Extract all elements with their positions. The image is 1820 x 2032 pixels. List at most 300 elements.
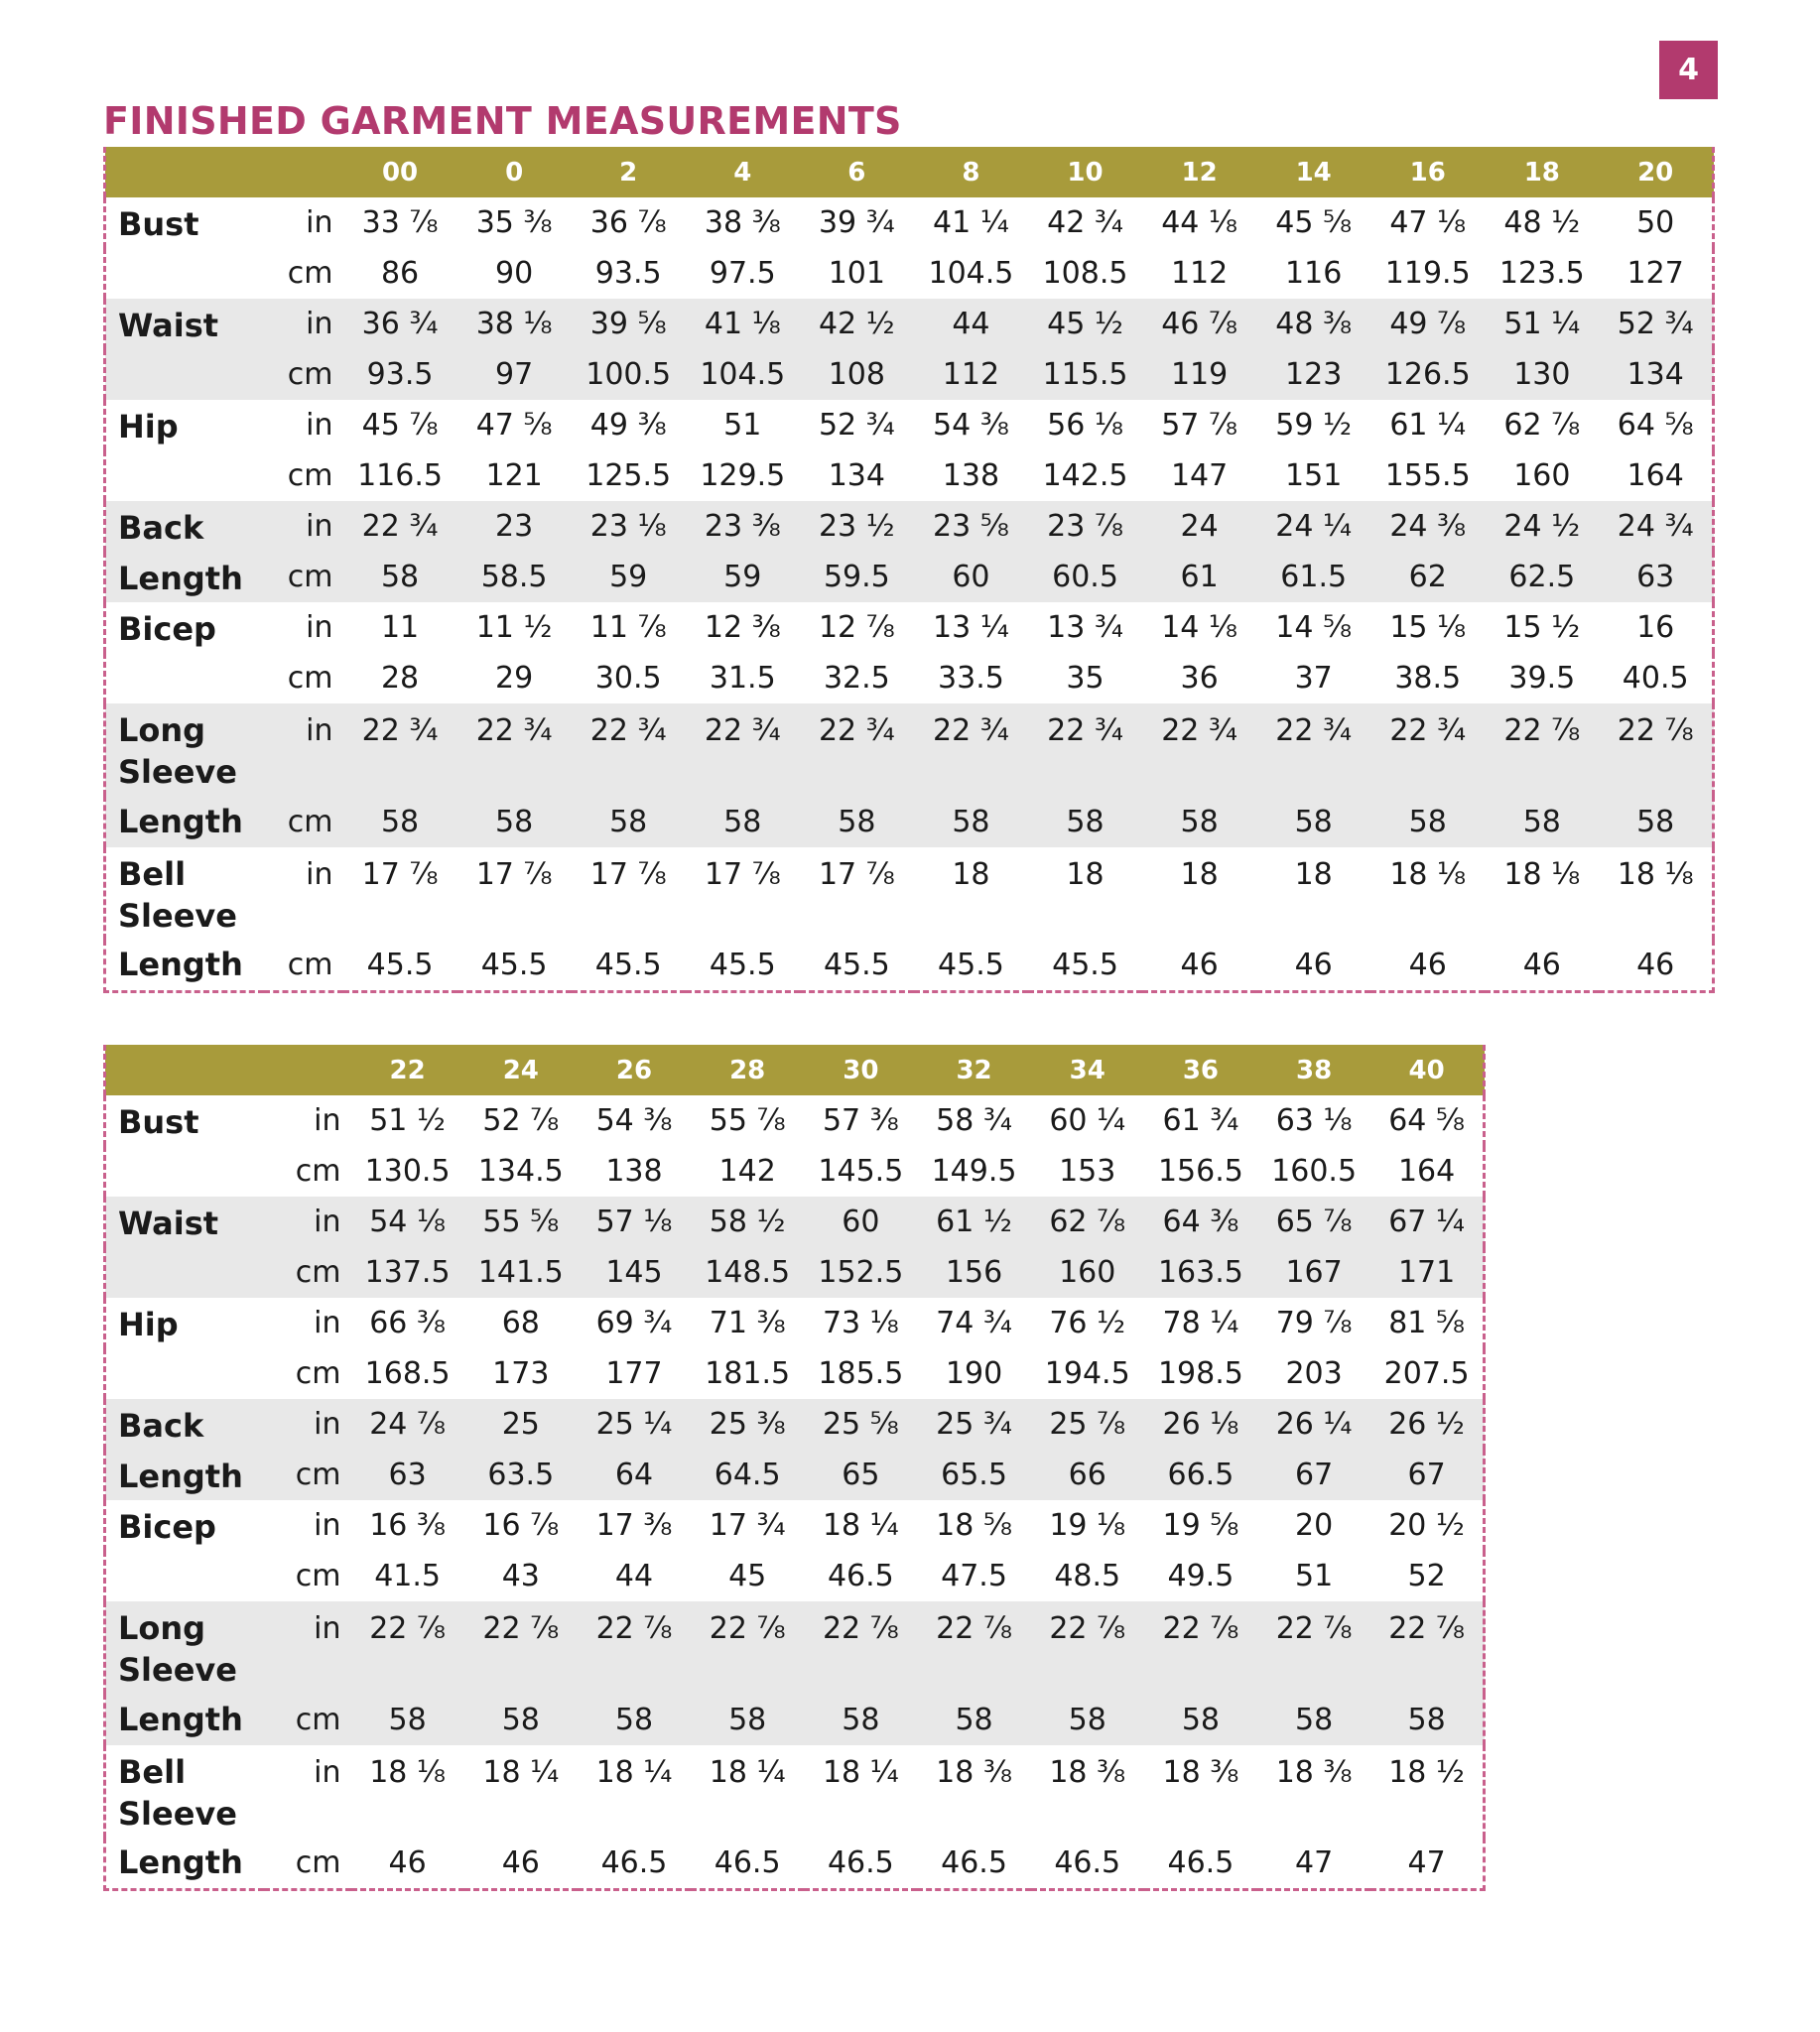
value-cell: 86 <box>380 256 420 291</box>
value-cell: 25 <box>501 1407 540 1442</box>
value-cell: 45.5 <box>366 947 434 982</box>
value-cell: 160 <box>1513 458 1571 493</box>
value-cell: 126.5 <box>1384 357 1471 392</box>
value-cell: 123.5 <box>1498 256 1585 291</box>
value-cell: 24 <box>1180 509 1219 544</box>
value-cell: 116 <box>1285 256 1343 291</box>
value-cell: 61.5 <box>1280 560 1348 594</box>
value-cell: 22 ¾ <box>1275 713 1353 748</box>
unit-cell: cm <box>295 1702 341 1737</box>
value-cell: 164 <box>1626 458 1684 493</box>
value-cell: 185.5 <box>818 1356 904 1391</box>
measurement-label <box>105 197 264 248</box>
value-cell: 130.5 <box>364 1154 451 1189</box>
value-cell: 49 ⅞ <box>1389 307 1467 341</box>
value-cell: 58 <box>614 1702 654 1737</box>
value-cell: 59 <box>609 560 648 594</box>
unit-cell: in <box>314 1306 341 1340</box>
measurement-row <box>105 1298 1485 1348</box>
value-cell: 58 <box>1408 804 1447 839</box>
measurement-label <box>105 1694 264 1745</box>
value-cell: 58 <box>495 804 534 839</box>
value-cell: 46.5 <box>1167 1844 1235 1880</box>
size-header-cell: 16 <box>1409 157 1446 188</box>
value-cell: 13 ¼ <box>933 610 1009 645</box>
value-cell: 39 ¾ <box>818 205 895 240</box>
value-cell: 67 ¼ <box>1388 1205 1465 1239</box>
value-cell: 198.5 <box>1157 1356 1243 1391</box>
value-cell: 41 ¼ <box>933 205 1009 240</box>
value-cell: 58 <box>842 1702 880 1737</box>
value-cell: 112 <box>1170 256 1229 291</box>
unit-cell: cm <box>287 256 333 291</box>
value-cell: 14 ⅛ <box>1161 610 1237 645</box>
measurement-label <box>105 1247 264 1298</box>
value-cell: 58 <box>1407 1702 1446 1737</box>
measurement-label-line: Bicep <box>118 1508 216 1546</box>
value-cell: 17 ⅞ <box>589 857 667 892</box>
size-header-cell: 0 <box>505 157 524 188</box>
value-cell: 153 <box>1059 1154 1116 1189</box>
unit-cell: cm <box>287 661 333 696</box>
value-cell: 116.5 <box>357 458 443 493</box>
measurement-row <box>105 703 1714 796</box>
measurement-row <box>105 552 1714 602</box>
value-cell: 25 ⅜ <box>709 1407 786 1442</box>
value-cell: 45 <box>728 1559 767 1593</box>
measurement-row <box>105 349 1714 400</box>
value-cell: 18 ⅜ <box>1049 1755 1126 1790</box>
value-cell: 58 <box>1522 804 1561 839</box>
value-cell: 14 ⅝ <box>1275 610 1353 645</box>
value-cell: 18 ¼ <box>482 1755 560 1790</box>
value-cell: 22 ⅞ <box>1388 1611 1465 1646</box>
value-cell: 62 <box>1408 560 1447 594</box>
size-header-cell: 30 <box>843 1055 879 1085</box>
value-cell: 18 ¼ <box>822 1508 899 1543</box>
value-cell: 22 ⅞ <box>936 1611 1012 1646</box>
value-cell: 22 ¾ <box>933 713 1009 748</box>
value-cell: 35 ⅜ <box>475 205 553 240</box>
value-cell: 24 ⅞ <box>369 1407 446 1442</box>
value-cell: 104.5 <box>700 357 786 392</box>
value-cell: 119 <box>1170 357 1229 392</box>
value-cell: 108 <box>828 357 885 392</box>
size-header-cell: 00 <box>381 157 419 188</box>
value-cell: 65 <box>842 1458 880 1492</box>
measurement-row <box>105 1146 1485 1197</box>
value-cell: 181.5 <box>705 1356 791 1391</box>
measurement-row <box>105 796 1714 847</box>
unit-cell: in <box>314 1407 341 1442</box>
value-cell: 160 <box>1059 1255 1116 1290</box>
measurement-row <box>105 1838 1485 1889</box>
measurement-row <box>105 1197 1485 1247</box>
value-cell: 16 <box>1636 610 1675 645</box>
value-cell: 33 ⅞ <box>361 205 439 240</box>
measurement-label <box>105 1146 264 1197</box>
value-cell: 24 ½ <box>1503 509 1581 544</box>
measurement-label <box>105 450 264 501</box>
unit-cell: in <box>306 408 333 443</box>
value-cell: 58 <box>723 804 762 839</box>
value-cell: 171 <box>1397 1255 1456 1290</box>
measurement-label-line: Bust <box>118 1103 199 1141</box>
value-cell: 156 <box>945 1255 1003 1290</box>
value-cell: 42 ¾ <box>1047 205 1123 240</box>
value-cell: 17 ⅜ <box>595 1508 673 1543</box>
value-cell: 33.5 <box>938 661 1004 696</box>
measurement-label-line: Waist <box>118 307 219 344</box>
value-cell: 18 ⅛ <box>1617 857 1694 892</box>
value-cell: 163.5 <box>1157 1255 1243 1290</box>
value-cell: 22 ⅞ <box>709 1611 786 1646</box>
measurement-label <box>105 248 264 299</box>
value-cell: 46 <box>501 1844 540 1880</box>
value-cell: 40.5 <box>1622 661 1689 696</box>
measurement-label <box>105 299 264 349</box>
value-cell: 12 ⅞ <box>818 610 895 645</box>
measurement-table-1 <box>103 147 1715 993</box>
value-cell: 22 ¾ <box>475 713 553 748</box>
unit-cell: cm <box>295 1255 341 1290</box>
value-cell: 48 ⅜ <box>1275 307 1353 341</box>
value-cell: 22 ⅞ <box>482 1611 560 1646</box>
value-cell: 52 ¾ <box>1617 307 1694 341</box>
unit-cell: in <box>306 713 333 748</box>
value-cell: 66.5 <box>1167 1458 1235 1492</box>
value-cell: 134 <box>828 458 885 493</box>
value-cell: 97 <box>495 357 534 392</box>
value-cell: 29 <box>495 661 534 696</box>
measurement-label <box>105 940 264 991</box>
value-cell: 19 ⅝ <box>1162 1508 1239 1543</box>
value-cell: 54 ⅜ <box>595 1103 673 1138</box>
measurement-label <box>105 1399 264 1450</box>
value-cell: 45 ⅝ <box>1275 205 1353 240</box>
value-cell: 101 <box>828 256 885 291</box>
value-cell: 58 ½ <box>709 1205 786 1239</box>
measurement-row <box>105 1450 1485 1500</box>
value-cell: 22 ¾ <box>704 713 781 748</box>
measurement-row <box>105 299 1714 349</box>
value-cell: 45 ½ <box>1047 307 1123 341</box>
value-cell: 12 ⅜ <box>704 610 781 645</box>
value-cell: 61 ¼ <box>1389 408 1467 443</box>
value-cell: 59 ½ <box>1275 408 1353 443</box>
value-cell: 51 <box>723 408 762 443</box>
measurement-label-line: Long <box>118 711 206 749</box>
value-cell: 58 <box>1180 804 1219 839</box>
value-cell: 142.5 <box>1042 458 1128 493</box>
value-cell: 155.5 <box>1384 458 1471 493</box>
value-cell: 60 <box>842 1205 880 1239</box>
value-cell: 25 ¼ <box>595 1407 673 1442</box>
value-cell: 78 ¼ <box>1162 1306 1239 1340</box>
value-cell: 24 ¾ <box>1617 509 1694 544</box>
value-cell: 47 ⅝ <box>475 408 553 443</box>
value-cell: 138 <box>942 458 1000 493</box>
value-cell: 26 ⅛ <box>1162 1407 1239 1442</box>
value-cell: 50 <box>1636 205 1675 240</box>
unit-cell: in <box>306 610 333 645</box>
value-cell: 52 <box>1407 1559 1446 1593</box>
value-cell: 22 ⅞ <box>1617 713 1694 748</box>
value-cell: 38.5 <box>1394 661 1462 696</box>
size-header-cell: 4 <box>733 157 752 188</box>
value-cell: 55 ⅞ <box>709 1103 786 1138</box>
value-cell: 93.5 <box>594 256 662 291</box>
size-header-cell: 18 <box>1523 157 1560 188</box>
measurement-label-line: Sleeve <box>118 1651 237 1689</box>
value-cell: 58 <box>501 1702 540 1737</box>
value-cell: 58 <box>1636 804 1675 839</box>
value-cell: 64 ⅝ <box>1388 1103 1465 1138</box>
value-cell: 58 <box>1181 1702 1220 1737</box>
value-cell: 56 ⅛ <box>1047 408 1123 443</box>
size-header-cell: 24 <box>502 1055 539 1085</box>
value-cell: 17 ⅞ <box>818 857 895 892</box>
size-header-cell: 12 <box>1181 157 1218 188</box>
value-cell: 18 <box>1180 857 1219 892</box>
value-cell: 22 ¾ <box>1389 713 1467 748</box>
measurement-label <box>105 1298 264 1348</box>
value-cell: 11 <box>380 610 420 645</box>
value-cell: 23 ⅝ <box>933 509 1009 544</box>
unit-cell: in <box>306 857 333 892</box>
value-cell: 38 ⅜ <box>704 205 781 240</box>
measurement-row <box>105 940 1714 991</box>
measurement-label-line: Hip <box>118 1306 179 1343</box>
unit-cell: in <box>314 1205 341 1239</box>
measurement-label <box>105 501 264 552</box>
value-cell: 22 ⅞ <box>1049 1611 1126 1646</box>
size-header-row <box>105 147 1714 197</box>
value-cell: 51 <box>1295 1559 1334 1593</box>
value-cell: 18 ⅝ <box>936 1508 1012 1543</box>
value-cell: 25 ¾ <box>936 1407 1012 1442</box>
value-cell: 60 ¼ <box>1049 1103 1126 1138</box>
value-cell: 23 ½ <box>818 509 895 544</box>
value-cell: 64 ⅝ <box>1617 408 1694 443</box>
value-cell: 57 ⅛ <box>595 1205 673 1239</box>
value-cell: 43 <box>501 1559 540 1593</box>
value-cell: 123 <box>1285 357 1343 392</box>
measurement-label <box>105 1838 264 1889</box>
measurement-row <box>105 653 1714 703</box>
value-cell: 61 <box>1180 560 1219 594</box>
value-cell: 47 <box>1407 1844 1446 1880</box>
unit-cell: cm <box>287 357 333 392</box>
value-cell: 67 <box>1407 1458 1446 1492</box>
unit-cell: cm <box>287 560 333 594</box>
value-cell: 23 <box>495 509 534 544</box>
value-cell: 46 <box>1294 947 1333 982</box>
value-cell: 58 <box>1295 1702 1334 1737</box>
measurement-label <box>105 1601 264 1694</box>
measurement-label-line: Length <box>118 560 243 597</box>
value-cell: 108.5 <box>1042 256 1128 291</box>
measurement-row <box>105 1694 1485 1745</box>
size-header-cell: 32 <box>956 1055 992 1085</box>
value-cell: 22 ⅞ <box>1503 713 1581 748</box>
value-cell: 61 ¾ <box>1162 1103 1239 1138</box>
value-cell: 66 <box>1068 1458 1106 1492</box>
value-cell: 22 ¾ <box>589 713 667 748</box>
value-cell: 16 ⅜ <box>369 1508 446 1543</box>
page-number-badge: 4 <box>1659 41 1718 99</box>
value-cell: 37 <box>1294 661 1333 696</box>
measurement-label-line: Length <box>118 1843 243 1882</box>
value-cell: 151 <box>1285 458 1343 493</box>
unit-cell: in <box>314 1755 341 1790</box>
measurement-label-line: Length <box>118 803 243 840</box>
value-cell: 129.5 <box>700 458 786 493</box>
value-cell: 46.5 <box>827 1559 894 1593</box>
value-cell: 42 ½ <box>818 307 895 341</box>
value-cell: 44 ⅛ <box>1161 205 1237 240</box>
size-header-cell: 28 <box>729 1055 766 1085</box>
measurement-row <box>105 1551 1485 1601</box>
unit-cell: in <box>306 509 333 544</box>
value-cell: 167 <box>1285 1255 1343 1290</box>
measurement-label-line: Sleeve <box>118 897 237 935</box>
unit-cell: in <box>314 1611 341 1646</box>
value-cell: 65 ⅞ <box>1275 1205 1353 1239</box>
value-cell: 73 ⅛ <box>822 1306 899 1340</box>
measurement-label <box>105 653 264 703</box>
measurement-label-line: Length <box>118 1458 243 1495</box>
value-cell: 68 <box>501 1306 540 1340</box>
value-cell: 55 ⅝ <box>482 1205 560 1239</box>
measurement-row <box>105 1095 1485 1146</box>
measurement-row <box>105 400 1714 450</box>
value-cell: 49 ⅜ <box>589 408 667 443</box>
value-cell: 18 ⅛ <box>1503 857 1581 892</box>
value-cell: 20 <box>1295 1508 1334 1543</box>
value-cell: 60 <box>952 560 990 594</box>
value-cell: 24 ⅜ <box>1389 509 1467 544</box>
value-cell: 18 ¼ <box>822 1755 899 1790</box>
value-cell: 18 ½ <box>1388 1755 1465 1790</box>
measurement-label-line: Hip <box>118 408 179 445</box>
value-cell: 18 <box>1294 857 1333 892</box>
size-header-cell: 2 <box>619 157 638 188</box>
value-cell: 93.5 <box>366 357 434 392</box>
value-cell: 45.5 <box>823 947 890 982</box>
value-cell: 164 <box>1397 1154 1456 1189</box>
value-cell: 194.5 <box>1044 1356 1130 1391</box>
value-cell: 46 ⅞ <box>1161 307 1237 341</box>
value-cell: 20 ½ <box>1388 1508 1465 1543</box>
value-cell: 138 <box>605 1154 663 1189</box>
value-cell: 57 ⅞ <box>1161 408 1237 443</box>
value-cell: 23 ⅜ <box>704 509 781 544</box>
value-cell: 26 ¼ <box>1275 1407 1353 1442</box>
measurement-label-line: Bust <box>118 205 199 243</box>
value-cell: 58 ¾ <box>936 1103 1012 1138</box>
size-header-cell: 14 <box>1295 157 1332 188</box>
unit-cell: cm <box>295 1356 341 1391</box>
value-cell: 45.5 <box>1052 947 1118 982</box>
value-cell: 18 ⅛ <box>1389 857 1467 892</box>
value-cell: 46.5 <box>941 1844 1007 1880</box>
value-cell: 52 ⅞ <box>482 1103 560 1138</box>
value-cell: 62.5 <box>1508 560 1576 594</box>
unit-cell: in <box>306 307 333 341</box>
value-cell: 59 <box>723 560 762 594</box>
value-cell: 18 ⅜ <box>936 1755 1012 1790</box>
value-cell: 58 <box>609 804 648 839</box>
value-cell: 149.5 <box>931 1154 1017 1189</box>
measurement-label-line: Bell <box>118 1753 187 1791</box>
value-cell: 58 <box>1294 804 1333 839</box>
value-cell: 52 ¾ <box>818 408 895 443</box>
value-cell: 18 ⅜ <box>1162 1755 1239 1790</box>
value-cell: 22 ⅞ <box>1275 1611 1353 1646</box>
measurement-label-line: Length <box>118 1701 243 1738</box>
value-cell: 58 <box>380 560 420 594</box>
value-cell: 41.5 <box>374 1559 441 1593</box>
measurement-label <box>105 796 264 847</box>
value-cell: 46 <box>1180 947 1219 982</box>
value-cell: 69 ¾ <box>595 1306 673 1340</box>
measurement-label-line: Bell <box>118 855 187 893</box>
value-cell: 79 ⅞ <box>1275 1306 1353 1340</box>
value-cell: 63 ⅛ <box>1275 1103 1353 1138</box>
size-header-cell: 34 <box>1069 1055 1105 1085</box>
unit-cell: cm <box>295 1458 341 1492</box>
measurement-label <box>105 1095 264 1146</box>
value-cell: 160.5 <box>1271 1154 1358 1189</box>
value-cell: 57 ⅜ <box>822 1103 899 1138</box>
value-cell: 104.5 <box>928 256 1014 291</box>
unit-cell: cm <box>295 1154 341 1189</box>
value-cell: 62 ⅞ <box>1503 408 1581 443</box>
value-cell: 30.5 <box>594 661 662 696</box>
value-cell: 44 <box>952 307 990 341</box>
unit-cell: cm <box>287 804 333 839</box>
value-cell: 127 <box>1626 256 1684 291</box>
value-cell: 64.5 <box>714 1458 781 1492</box>
value-cell: 71 ⅜ <box>709 1306 786 1340</box>
value-cell: 22 ¾ <box>1161 713 1237 748</box>
value-cell: 46.5 <box>600 1844 668 1880</box>
value-cell: 58 <box>380 804 420 839</box>
measurement-label-line: Bicep <box>118 610 216 648</box>
value-cell: 58 <box>1066 804 1105 839</box>
page-title: FINISHED GARMENT MEASUREMENTS <box>103 99 902 143</box>
value-cell: 46 <box>1408 947 1447 982</box>
measurement-label <box>105 703 264 796</box>
measurement-label <box>105 552 264 602</box>
value-cell: 63 <box>1636 560 1675 594</box>
value-cell: 100.5 <box>585 357 672 392</box>
value-cell: 18 <box>1066 857 1105 892</box>
value-cell: 35 <box>1066 661 1105 696</box>
value-cell: 58 <box>388 1702 427 1737</box>
size-header-cell: 22 <box>389 1055 426 1085</box>
size-header-cell: 36 <box>1182 1055 1219 1085</box>
value-cell: 22 ¾ <box>361 713 439 748</box>
value-cell: 45.5 <box>938 947 1004 982</box>
value-cell: 46 <box>1522 947 1561 982</box>
value-cell: 58 <box>1068 1702 1106 1737</box>
value-cell: 18 ¼ <box>709 1755 786 1790</box>
measurement-label <box>105 847 264 940</box>
value-cell: 64 ⅜ <box>1162 1205 1239 1239</box>
value-cell: 81 ⅝ <box>1388 1306 1465 1340</box>
